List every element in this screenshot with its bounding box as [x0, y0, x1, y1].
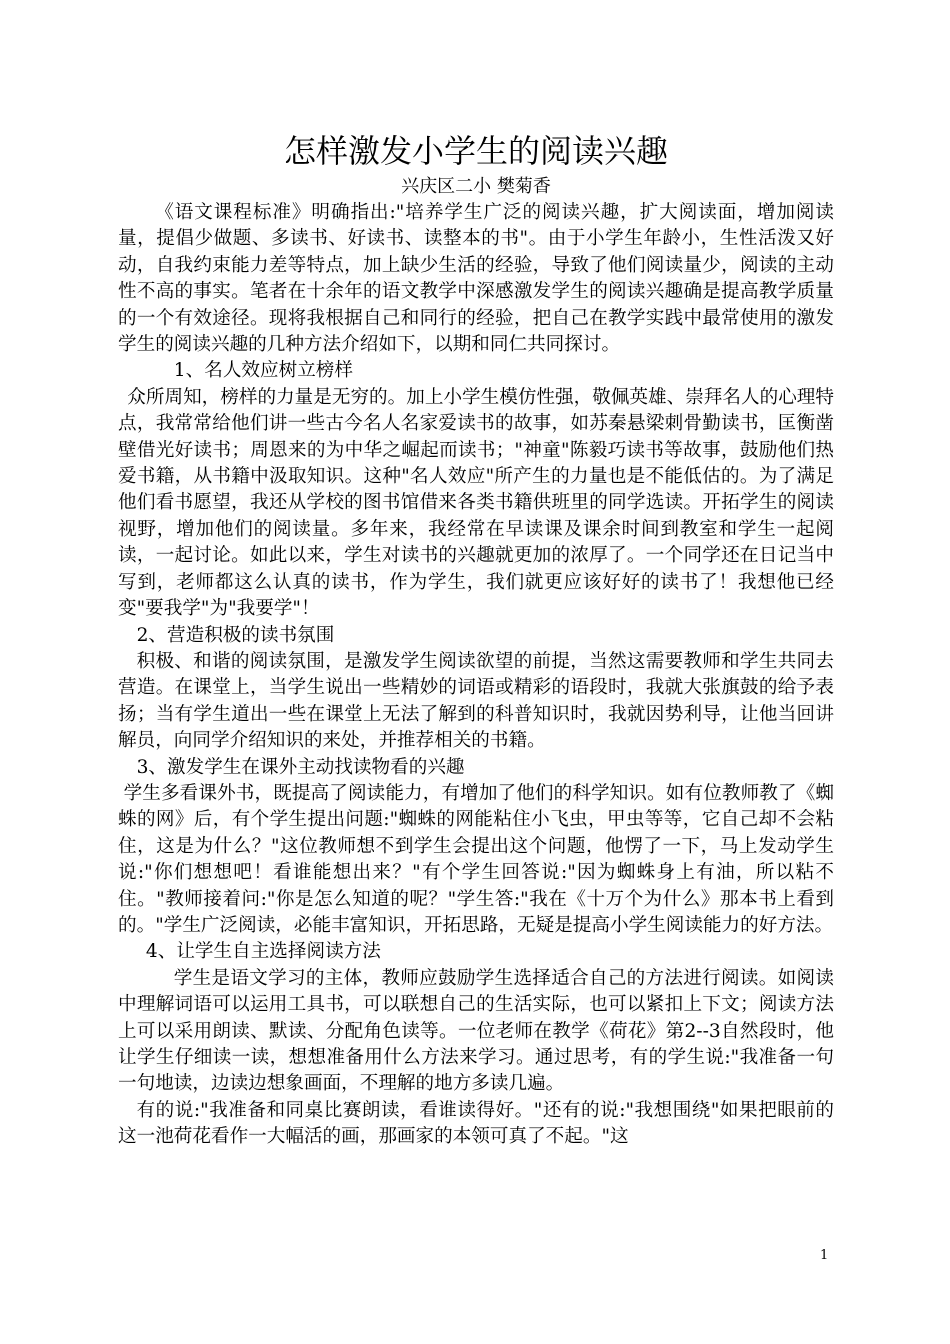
body-paragraph: 众所周知，榜样的力量是无穷的。加上小学生模仿性强，敬佩英雄、崇拜名人的心理特点，我常常给他们讲一些古今名人名家爱读书的故事，如苏秦悬梁刺骨勤读书，匡衡凿壁借光好读书；周恩来的为中华之崛起而读书；"神童"陈毅巧读书等故事，鼓励他们热爱书籍，从书籍中汲取知识。这种"名人效应"所产生的力量也是不能低估的。为了满足他们看书愿望，我还从学校的图书馆借来各类书籍供班里的同学选读。开拓学生的阅读视野，增加他们的阅读量。多年来，我经常在早读课及课余时间到教室和学生一起阅读，一起讨论。如此以来，学生对读书的兴趣就更加的浓厚了。一个同学还在日记当中写到，老师都这么认真的读书，作为学生，我们就更应该好好的读书了！我想他已经变"要我学"为"我要学"！: [118, 386, 834, 620]
body-paragraph: 《语文课程标准》明确指出:"培养学生广泛的阅读兴趣，扩大阅读面，增加阅读量，提倡少做题、多读书、好读书、读整本的书"。由于小学生年龄小，生性活泼又好动，自我约束能力差等特点，加上缺少生活的经验，导致了他们阅读量少，阅读的主动性不高的事实。笔者在十余年的语文教学中深感激发学生的阅读兴趣确是提高教学质量的一个有效途径。现将我根据自己和同行的经验，把自己在教学实践中最常使用的激发学生的阅读兴趣的几种方法介绍如下，以期和同仁共同探讨。: [118, 202, 834, 356]
document-page: [118, 128, 834, 1151]
document-title: 怎样激发小学生的阅读兴趣: [283, 132, 668, 170]
page-number: 1: [820, 1248, 829, 1263]
body-paragraph: 学生是语文学习的主体，教师应鼓励学生选择适合自己的方法进行阅读。如阅读中理解词语可以运用工具书，可以联想自己的生活实际，也可以紧扣上下文；阅读方法上可以采用朗读、默读、分配角色读等。一位老师在教学《荷花》第2--3自然段时，他让学生仔细读一读，想想准备用什么方法来学习。通过思考，有的学生说:"我准备一句一句地读，边读边想象画面，不理解的地方多读几遍。: [118, 967, 834, 1095]
body-paragraph: 学生多看课外书，既提高了阅读能力，有增加了他们的科学知识。如有位教师教了《蜘蛛的网》后，有个学生提出问题:"蜘蛛的网能粘住小飞虫，甲虫等等，它自己却不会粘住，这是为什么？"这位教师想不到学生会提出这个问题，他愣了一下，马上发动学生说:"你们想想吧！看谁能想出来？"有个学生回答说:"因为蜘蛛身上有油，所以粘不住。"教师接着问:"你是怎么知道的呢？"学生答:"我在《十万个为什么》那本书上看到的。"学生广泛阅读，必能丰富知识，开拓思路，无疑是提高小学生阅读能力的好方法。: [118, 782, 834, 936]
section-heading: 4、让学生自主选择阅读方法: [145, 941, 381, 963]
body-paragraph: 有的说:"我准备和同桌比赛朗读，看谁读得好。"还有的说:"我想围绕"如果把眼前的这一池荷花看作一大幅活的画，那画家的本领可真了不起。"这: [118, 1099, 834, 1148]
body-paragraph: 积极、和谐的阅读氛围，是激发学生阅读欲望的前提，当然这需要教师和学生共同去营造。在课堂上，当学生说出一些精妙的词语或精彩的语段时，我就大张旗鼓的给予表扬；当有学生道出一些在课堂上无法了解到的科普知识时，我就因势利导，让他当回讲解员，向同学介绍知识的来处，并推荐相关的书籍。: [118, 650, 834, 752]
document-author: 兴庆区二小 樊菊香: [401, 176, 551, 197]
section-heading: 3、激发学生在课外主动找读物看的兴趣: [136, 756, 465, 778]
section-heading: 2、营造积极的读书氛围: [136, 624, 335, 646]
document-body: [118, 200, 834, 1151]
section-heading: 1、名人效应树立榜样: [173, 360, 353, 382]
